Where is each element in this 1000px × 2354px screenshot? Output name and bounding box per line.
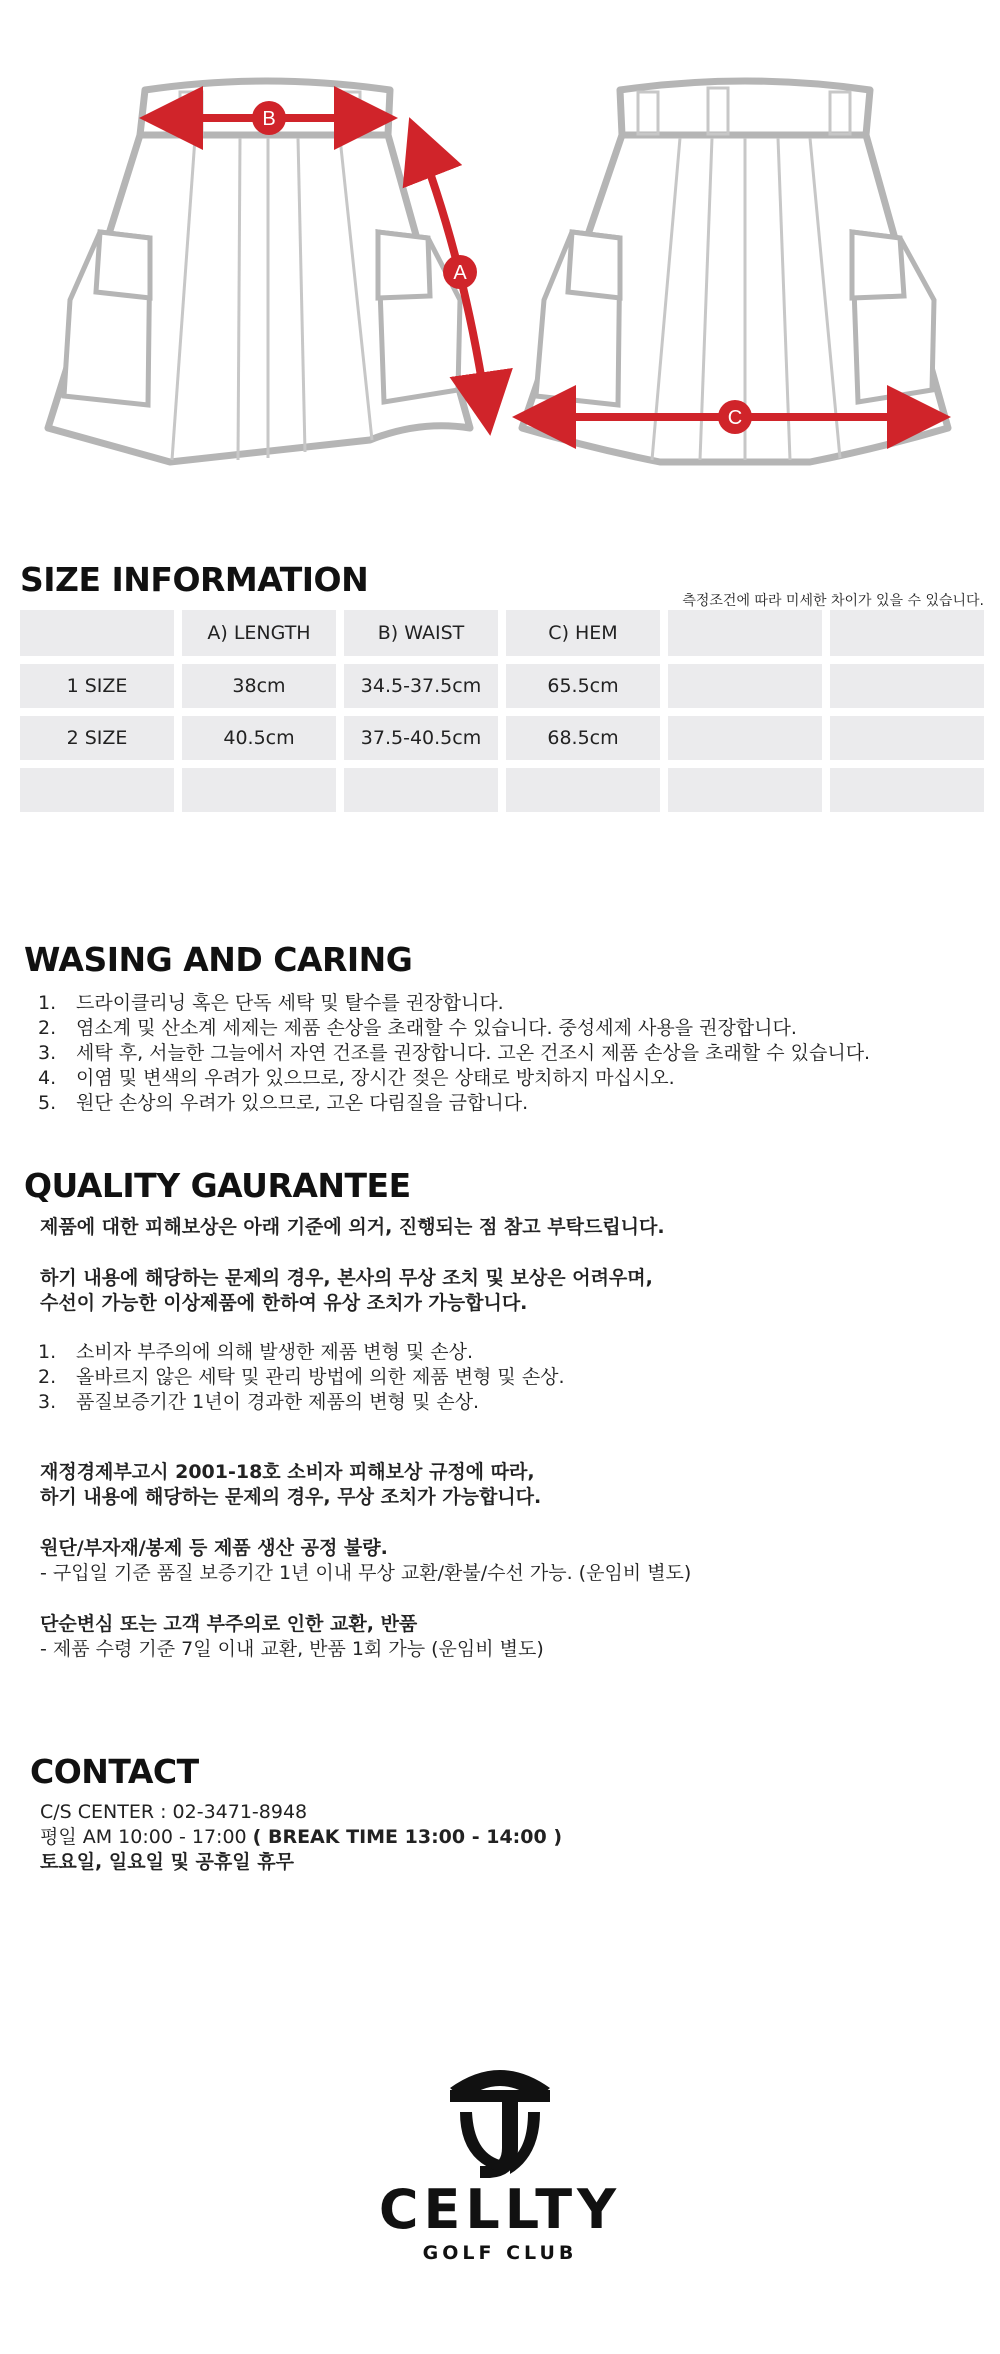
- exclusion-list: [38, 1340, 565, 1415]
- defect-heading: 원단/부자재/봉제 등 제품 생산 공정 불량.: [40, 1537, 388, 1559]
- washing-title: WASING AND CARING: [24, 940, 413, 979]
- item-number: 3.: [38, 1391, 57, 1413]
- header-cell-waist: B) WAIST: [344, 610, 498, 656]
- empty-cell: [668, 716, 822, 760]
- empty-cell: [830, 664, 984, 708]
- cellty-logo-icon: [440, 2060, 560, 2182]
- defect-detail: - 구입일 기준 품질 보증기간 1년 이내 무상 교환/환불/수선 가능. (운임비 별도): [40, 1562, 692, 1584]
- item-text: 세탁 후, 서늘한 그늘에서 자연 건조를 권장합니다. 고온 건조시 제품 손상을 초래할 수 있습니다.: [76, 1042, 871, 1064]
- header-cell-hem: C) HEM: [506, 610, 660, 656]
- item-number: 4.: [38, 1067, 57, 1089]
- waist-cell: 37.5-40.5cm: [344, 716, 498, 760]
- item-text: 품질보증기간 1년이 경과한 제품의 변형 및 손상.: [76, 1391, 480, 1413]
- empty-cell: [506, 768, 660, 812]
- item-text: 염소계 및 산소계 세제는 제품 손상을 초래할 수 있습니다. 중성세제 사용을 권장합니다.: [76, 1017, 797, 1039]
- size-measure-note: 측정조건에 따라 미세한 차이가 있을 수 있습니다.: [682, 593, 984, 609]
- size-table-header: [20, 610, 986, 656]
- svg-text:A: A: [453, 262, 467, 284]
- cs-center-phone: C/S CENTER : 02-3471-8948: [40, 1801, 308, 1823]
- empty-cell: [830, 716, 984, 760]
- regulation-line: 하기 내용에 해당하는 문제의 경우, 무상 조치가 가능합니다.: [40, 1486, 542, 1508]
- item-text: 이염 및 변색의 우려가 있으므로, 장시간 젖은 상태로 방치하지 마십시오.: [76, 1067, 675, 1089]
- measurement-diagram: [0, 0, 1000, 500]
- quality-condition: [40, 1266, 653, 1316]
- empty-cell: [182, 768, 336, 812]
- marker-c-badge: [718, 400, 752, 434]
- item-text: 소비자 부주의에 의해 발생한 제품 변형 및 손상.: [76, 1341, 474, 1363]
- break-time: ( BREAK TIME 13:00 - 14:00 ): [252, 1826, 563, 1848]
- regulation-note: [40, 1460, 541, 1510]
- item-number: 2.: [38, 1017, 57, 1039]
- size-info-title: SIZE INFORMATION: [20, 560, 369, 599]
- list-item: [38, 1041, 870, 1066]
- list-item: [38, 1390, 565, 1415]
- header-cell: [668, 610, 822, 656]
- empty-cell: [830, 768, 984, 812]
- list-item: [38, 1340, 565, 1365]
- empty-cell: [668, 664, 822, 708]
- logo-subtitle: GOLF CLUB: [422, 2242, 578, 2264]
- item-text: 드라이클리닝 혹은 단독 세탁 및 탈수를 권장합니다.: [76, 992, 504, 1014]
- hem-cell: 65.5cm: [506, 664, 660, 708]
- condition-line: 수선이 가능한 이상제품에 한하여 유상 조치가 가능합니다.: [40, 1292, 528, 1314]
- list-item: [38, 991, 870, 1016]
- hem-cell: 68.5cm: [506, 716, 660, 760]
- table-row: [20, 664, 986, 708]
- table-row: [20, 768, 986, 812]
- list-item: [38, 1066, 870, 1091]
- size-label-cell: 2 SIZE: [20, 716, 174, 760]
- svg-text:B: B: [262, 108, 276, 130]
- regulation-line: 재정경제부고시 2001-18호 소비자 피해보상 규정에 따라,: [40, 1461, 535, 1483]
- svg-text:C: C: [727, 407, 743, 429]
- logo-wordmark: CELLTY: [378, 2178, 622, 2241]
- exchange-detail: - 제품 수령 기준 7일 이내 교환, 반품 1회 가능 (운임비 별도): [40, 1638, 544, 1660]
- marker-b-badge: [252, 101, 286, 135]
- quality-lead: 제품에 대한 피해보상은 아래 기준에 의거, 진행되는 점 참고 부탁드립니다.: [40, 1216, 665, 1238]
- quality-title: QUALITY GAURANTEE: [24, 1166, 411, 1205]
- empty-cell: [668, 768, 822, 812]
- header-cell: [830, 610, 984, 656]
- washing-list: [38, 991, 870, 1116]
- contact-title: CONTACT: [30, 1752, 199, 1791]
- item-number: 3.: [38, 1042, 57, 1064]
- list-item: [38, 1016, 870, 1041]
- list-item: [38, 1091, 870, 1116]
- hours-text: 평일 AM 10:00 - 17:00: [40, 1826, 253, 1848]
- empty-cell: [344, 768, 498, 812]
- item-number: 1.: [38, 992, 57, 1014]
- length-cell: 38cm: [182, 664, 336, 708]
- header-cell: [20, 610, 174, 656]
- condition-line: 하기 내용에 해당하는 문제의 경우, 본사의 무상 조치 및 보상은 어려우며,: [40, 1267, 653, 1289]
- empty-cell: [20, 768, 174, 812]
- business-hours: [40, 1825, 562, 1850]
- item-number: 5.: [38, 1092, 57, 1114]
- header-cell-length: A) LENGTH: [182, 610, 336, 656]
- closed-days: 토요일, 일요일 및 공휴일 휴무: [40, 1851, 294, 1873]
- item-text: 올바르지 않은 세탁 및 관리 방법에 의한 제품 변형 및 손상.: [76, 1366, 565, 1388]
- size-table: [20, 610, 986, 820]
- list-item: [38, 1365, 565, 1390]
- size-label-cell: 1 SIZE: [20, 664, 174, 708]
- table-row: [20, 716, 986, 760]
- waist-cell: 34.5-37.5cm: [344, 664, 498, 708]
- item-number: 1.: [38, 1341, 57, 1363]
- exchange-heading: 단순변심 또는 고객 부주의로 인한 교환, 반품: [40, 1613, 418, 1635]
- marker-a-badge: [443, 255, 477, 289]
- item-text: 원단 손상의 우려가 있으므로, 고온 다림질을 금합니다.: [76, 1092, 529, 1114]
- item-number: 2.: [38, 1366, 57, 1388]
- length-cell: 40.5cm: [182, 716, 336, 760]
